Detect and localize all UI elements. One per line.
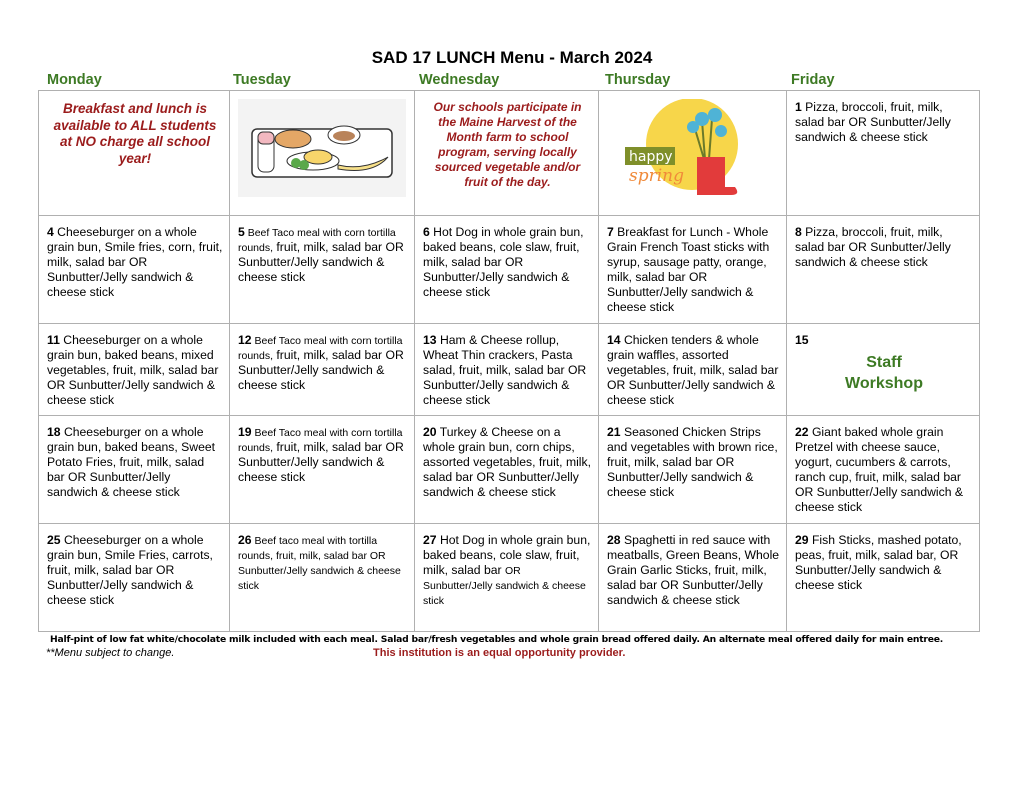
week-row: [39, 416, 980, 524]
staff-workshop-label: [795, 352, 973, 394]
menu-text: OR Sunbutter/Jelly sandwich & cheese stick: [423, 565, 586, 607]
menu-cell: [787, 524, 980, 632]
menu-text: Beef Taco meal with corn tortilla rounds,: [238, 227, 396, 254]
menu-text: Turkey & Cheese on a whole grain bun, corn chips, assorted vegetables, fruit, milk, salad bar OR Sunbutter/Jelly sandwich & cheese stick: [423, 425, 591, 499]
header-friday: Friday: [791, 72, 835, 88]
menu-cell: [787, 91, 980, 216]
menu-calendar: [38, 90, 980, 632]
menu-cell: [599, 524, 787, 632]
menu-cell: [787, 416, 980, 524]
harvest-note: Our schools participate in the Maine Harvest of the Month farm to school program, serving locally sourced vegetable and/or fruit of the day.: [415, 91, 599, 216]
day-number: 19: [238, 425, 252, 439]
day-number: 21: [607, 425, 621, 439]
menu-change-note: **Menu subject to change.: [46, 647, 175, 659]
menu-text: Cheeseburger on a whole grain bun, Smile fries, corn, fruit, milk, salad bar OR Sunbutter/Jelly sandwich & cheese stick: [47, 225, 223, 299]
day-number: 27: [423, 533, 437, 547]
menu-text: Beef Taco meal with corn tortilla rounds,: [238, 427, 403, 454]
menu-text: Beef taco meal with tortilla rounds, fruit, milk, salad bar OR Sunbutter/Jelly sandwich & cheese stick: [238, 535, 401, 592]
svg-text:spring: spring: [629, 166, 685, 186]
milk-note: Half-pint of low fat white/chocolate milk included with each meal. Salad bar/fresh vegetables and whole grain bread offered daily. An alternate meal offered daily for main entree.: [50, 634, 944, 645]
day-number: 25: [47, 533, 61, 547]
menu-cell: [230, 524, 415, 632]
menu-cell: [39, 324, 230, 416]
staff-label: Staff: [866, 354, 902, 371]
menu-text: Ham & Cheese rollup, Wheat Thin crackers, Pasta salad, fruit, milk, salad bar OR Sunbutter/Jelly sandwich & cheese stick: [423, 333, 587, 407]
menu-cell: [787, 216, 980, 324]
menu-text: fruit, milk, salad bar OR Sunbutter/Jelly sandwich & cheese stick: [238, 348, 404, 392]
menu-cell: [415, 324, 599, 416]
menu-cell: [415, 416, 599, 524]
day-number: 14: [607, 333, 621, 347]
page-title: SAD 17 LUNCH Menu - March 2024: [371, 48, 653, 67]
menu-text: Giant baked whole grain Pretzel with cheese sauce, yogurt, cucumbers & carrots, ranch cup, fruit, milk, salad bar OR Sunbutter/Jelly sandwich & cheese stick: [795, 425, 963, 514]
header-thursday: Thursday: [605, 72, 671, 88]
menu-cell: [599, 324, 787, 416]
header-monday: Monday: [47, 72, 102, 88]
day-number: 1: [795, 100, 802, 114]
lunch-tray-icon: [238, 99, 406, 197]
menu-text: Hot Dog in whole grain bun, baked beans, cole slaw, fruit, milk, salad bar OR Sunbutter/Jelly sandwich & cheese stick: [423, 225, 584, 299]
day-number: 22: [795, 425, 809, 439]
day-number: 8: [795, 225, 802, 239]
menu-cell: [230, 324, 415, 416]
day-number: 4: [47, 225, 54, 239]
day-number: 7: [607, 225, 614, 239]
menu-text: fruit, milk, salad bar OR Sunbutter/Jelly sandwich & cheese stick: [238, 240, 404, 284]
menu-cell: [230, 416, 415, 524]
menu-text: Beef Taco meal with corn tortilla rounds,: [238, 335, 403, 362]
equal-opportunity-note: This institution is an equal opportunity provider.: [373, 647, 626, 659]
menu-text: Pizza, broccoli, fruit, milk, salad bar OR Sunbutter/Jelly sandwich & cheese stick: [795, 225, 951, 269]
day-number: 12: [238, 333, 252, 347]
lunch-tray-image: [230, 91, 415, 216]
menu-text: Fish Sticks, mashed potato, peas, fruit, milk, salad bar, OR Sunbutter/Jelly sandwich & cheese stick: [795, 533, 962, 592]
menu-text: Seasoned Chicken Strips and vegetables with brown rice, fruit, milk, salad bar OR Sunbutter/Jelly sandwich & cheese stick: [607, 425, 778, 499]
happy-spring-logo: [607, 99, 777, 199]
menu-cell: [39, 524, 230, 632]
menu-cell: [230, 216, 415, 324]
week-row: [39, 216, 980, 324]
day-number: 28: [607, 533, 621, 547]
menu-cell: [39, 416, 230, 524]
day-number: 11: [47, 333, 60, 347]
menu-text: Spaghetti in red sauce with meatballs, Green Beans, Whole Grain Garlic Sticks, fruit, milk, salad bar OR Sunbutter/Jelly sandwich & cheese stick: [607, 533, 780, 607]
happy-spring-image: [599, 91, 787, 216]
week-row: [39, 524, 980, 632]
menu-cell: [39, 216, 230, 324]
workshop-label: Workshop: [845, 375, 923, 392]
day-number: 13: [423, 333, 437, 347]
header-tuesday: Tuesday: [233, 72, 291, 88]
day-number: 18: [47, 425, 61, 439]
staff-workshop-cell: [787, 324, 980, 416]
free-meals-note: Breakfast and lunch is available to ALL students at NO charge all school year!: [39, 91, 230, 216]
day-number: 5: [238, 225, 245, 239]
day-number: 20: [423, 425, 437, 439]
menu-cell: [415, 216, 599, 324]
day-number: 29: [795, 533, 809, 547]
menu-text: Pizza, broccoli, fruit, milk, salad bar OR Sunbutter/Jelly sandwich & cheese stick: [795, 100, 951, 144]
day-number: 26: [238, 533, 252, 547]
menu-text: Cheeseburger on a whole grain bun, baked beans, Sweet Potato Fries, fruit, milk, salad bar OR Sunbutter/Jelly sandwich & cheese stick: [47, 425, 216, 499]
menu-text: Hot Dog in whole grain bun, baked beans, cole slaw, fruit, milk, salad bar: [423, 533, 591, 577]
menu-text: Chicken tenders & whole grain waffles, assorted vegetables, fruit, milk, salad bar OR Sunbutter/Jelly sandwich & cheese stick: [607, 333, 779, 407]
week-row: [39, 91, 980, 216]
menu-text: fruit, milk, salad bar OR Sunbutter/Jelly sandwich & cheese stick: [238, 440, 404, 484]
week-row: [39, 324, 980, 416]
day-number: 6: [423, 225, 430, 239]
svg-text:happy: happy: [629, 149, 673, 165]
menu-text: Cheeseburger on a whole grain bun, baked beans, mixed vegetables, fruit, milk, salad bar OR Sunbutter/Jelly sandwich & cheese stick: [47, 333, 219, 407]
menu-text: Cheeseburger on a whole grain bun, Smile Fries, carrots, fruit, milk, salad bar OR Sunbutter/Jelly sandwich & cheese stick: [47, 533, 213, 607]
menu-cell: [599, 416, 787, 524]
header-wednesday: Wednesday: [419, 72, 500, 88]
day-number: 15: [795, 333, 809, 347]
menu-cell: [599, 216, 787, 324]
menu-cell: [415, 524, 599, 632]
menu-text: Breakfast for Lunch - Whole Grain French Toast sticks with syrup, sausage patty, orange, milk, salad bar OR Sunbutter/Jelly sandwich & cheese stick: [607, 225, 770, 314]
